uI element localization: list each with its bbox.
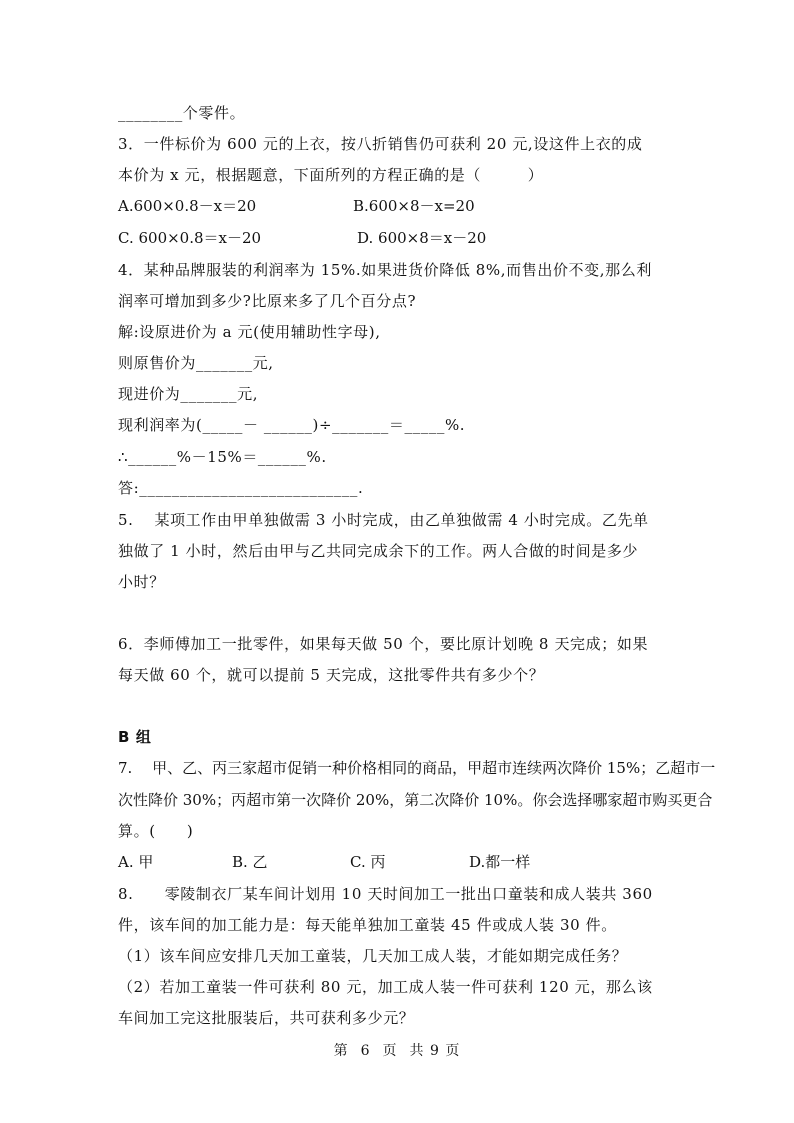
text-line: 本价为 x 元，根据题意，下面所列的方程正确的是（ ） [118,166,544,184]
question-7: 7. 甲、乙、丙三家超市促销一种价格相同的商品，甲超市连续两次降价 15%；乙超市一 [118,759,716,777]
text-line: ∴______%－15%＝______%. [118,448,327,466]
option-c: C. 600×0.8＝x－20 [118,229,262,247]
question-3: 3．一件标价为 600 元的上衣，按八折销售仍可获利 20 元,设这件上衣的成 [118,135,643,153]
section-heading: B 组 [118,728,152,746]
text-line: 答:___________________________. [118,479,364,497]
option-b: B.600×8－x=20 [353,197,475,215]
text-line: 润率可增加到多少?比原来多了几个百分点? [118,292,417,310]
option-a: A. 甲 [118,853,154,871]
text-line: 车间加工完这批服装后，共可获利多少元？ [118,1009,415,1027]
text-line: 现进价为_______元, [118,385,259,403]
text-line: （2）若加工童装一件可获利 80 元，加工成人装一件可获利 120 元，那么该 [118,978,653,996]
page-total: 共 9 页 [409,1043,461,1059]
question-6: 6．李师傅加工一批零件，如果每天做 50 个，要比原计划晚 8 天完成；如果 [118,635,649,653]
question-4: 4．某种品牌服装的利润率为 15%.如果进货价降低 8%,而售出价不变,那么利 [118,261,652,279]
text-line: 件，该车间的加工能力是：每天能单独加工童装 45 件或成人装 30 件。 [118,916,617,934]
text-line: 解:设原进价为 a 元(使用辅助性字母), [118,323,381,341]
option-a: A.600×0.8－x＝20 [118,197,257,215]
option-b: B. 乙 [232,853,268,871]
page-number: 6 [360,1043,371,1059]
question-8: 8. 零陵制衣厂某车间计划用 10 天时间加工一批出口童装和成人装共 360 [118,885,653,903]
option-c: C. 丙 [350,853,386,871]
page-footer [0,1040,794,1060]
text-line: 算。( ) [118,822,194,840]
option-d: D.都一样 [469,853,531,871]
text-line: 小时？ [118,573,165,591]
question-5: 5. 某项工作由甲单独做需 3 小时完成，由乙单独做需 4 小时完成。乙先单 [118,511,649,529]
text-line: 现利润率为(_____－ ______)÷_______＝_____%. [118,416,466,434]
text-line: 每天做 60 个，就可以提前 5 天完成，这批零件共有多少个？ [118,666,545,684]
text-line: （1）该车间应安排几天加工童装，几天加工成人装，才能如期完成任务？ [118,947,628,965]
option-d: D. 600×8＝x－20 [357,229,487,247]
footer-prefix: 第 [333,1043,349,1059]
text-line: 则原售价为_______元, [118,354,274,372]
text-line: 次性降价 30%；丙超市第一次降价 20%，第二次降价 10%。你会选择哪家超市购买更合 [118,791,713,809]
text-line: ________个零件。 [118,104,246,122]
text-line: 独做了 1 小时，然后由甲与乙共同完成余下的工作。两人合做的时间是多少 [118,542,639,560]
footer-unit: 页 [382,1043,398,1059]
